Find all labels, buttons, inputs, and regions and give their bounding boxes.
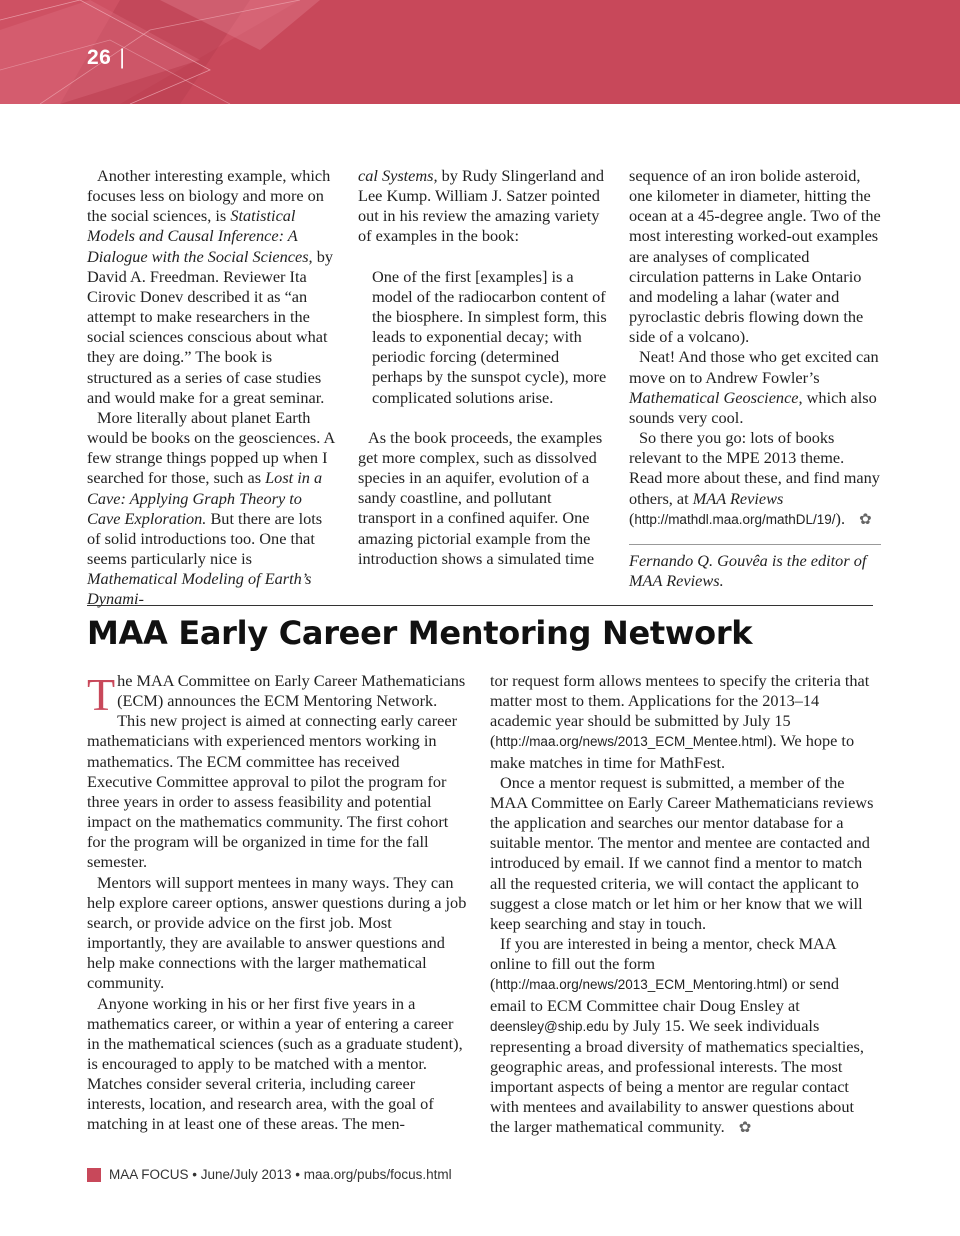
italic-text: Mathematical Modeling of Earth’s Dynami- [87,569,312,609]
article1-paragraph: More literally about planet Earth would be books on the geosciences. A few strange things popped up when I searched for those, such as Lost in a Cave: Applying Graph Theory to Cave Exploration. But there are lots of solid introductions too. One that seems particularly nice is Mathematical Modeling of Earth’s Dynami- [87,407,335,609]
article2-paragraph: Mentors will support mentees in many ways. They can help explore career options, answer questions during a job search, or provide advice on the first job. Most importantly, they are available to answer questions and help make connections with the larger mathematical community. [87,872,467,993]
article1-column-1 [87,166,337,609]
drop-cap: T [87,669,116,720]
footer-text: MAA FOCUS • June/July 2013 • maa.org/pubs/focus.html [109,1167,452,1182]
italic-text: cal Systems, [358,166,438,185]
banner-geometric-pattern [0,0,960,104]
url-link[interactable]: deensley@ship.edu [490,1018,609,1034]
italic-text: MAA Reviews [692,488,784,508]
block-quote: One of the first [examples] is a model of the radiocarbon content of the biosphere. In simplest form, this leads to exponential decay; with periodic forcing (determined perhaps by the sunspot cycle), more complicated solutions arise. [372,266,607,407]
article2-column-right [490,671,874,1139]
article1-paragraph: Neat! And those who get excited can move on to Andrew Fowler’s Mathematical Geoscience, which also sounds very cool. [629,347,879,427]
section-divider [87,605,873,606]
article2-paragraph: Anyone working in his or her first five years in a mathematics career, or within a year of entering a career in the mathematical sciences (such as a graduate student), is encouraged to apply to be matched with a mentor. Matches consider several criteria, including career interests, location, and research area, with the goal of matching in at least one of these areas. The men- [87,993,463,1134]
signature-divider [629,544,881,545]
article2-column-left [87,671,467,1135]
article2-paragraph: If you are interested in being a mentor, check MAA online to fill out the form (http://maa.org/news/2013_ECM_Mentoring.html) or send email to ECM Committee chair Doug Ensley at deensley@ship.edu by July 15. We seek individuals representing a broad diversity of mathematics specialties, geographic areas, and professional interests. The most important aspects of being a mentor are regular contact with mentees and availability to answer questions about the larger mathematical community. [490,934,864,1137]
article-title: MAA Early Career Mentoring Network [87,614,753,652]
page-number-value: 26 [87,46,112,69]
article1-paragraph: So there you go: lots of books relevant to the MPE 2013 theme. Read more about these, and find many others, at MAA Reviews (http://mathdl.maa.org/mathDL/19/). [629,428,880,528]
article1-column-2 [358,166,610,569]
author-bio: Fernando Q. Gouvêa is the editor of MAA Reviews. [629,550,867,590]
article1-paragraph: sequence of an iron bolide asteroid, one kilometer in diameter, hitting the ocean at a 45-degree angle. Two of the most interesting worked-out examples are analyses of complicated circulation patterns in Lake Ontario and modeling a lahar (water and pyroclastic debris flowing down the side of a volcano). [629,166,881,347]
italic-text: Lost in a Cave: Applying Graph Theory to Cave Exploration. [87,468,323,528]
page-number [87,46,125,70]
article1-paragraph: As the book proceeds, the examples get more complex, such as dissolved species in an aquifer, evolution of a sandy coastline, and pollutant transport in a confined aquifer. One amazing pictorial example from the introduction shows a simulated time [358,427,603,568]
footer-square-icon [87,1168,101,1182]
article1-paragraph: Another interesting example, which focuses less on biology and more on the social sciences, is Statistical Models and Causal Inference: A Dialogue with the Social Sciences, by David A. Freedman. Reviewer Ita Cirovic Donev described it as “an attempt to make researchers in the social sciences conscious about what they are doing.” The book is structured as a series of case studies and would make for a great seminar. [87,166,333,407]
italic-text: Mathematical Geoscience, [629,387,803,407]
end-mark-icon: ✿ [738,1120,752,1137]
header-banner [0,0,960,104]
end-mark-icon: ✿ [859,511,872,528]
article1-paragraph: cal Systems, by Rudy Slingerland and Lee Kump. William J. Satzer pointed out in his review the amazing variety of examples in the book: [358,166,604,246]
url-link[interactable]: http://maa.org/news/2013_ECM_Mentoring.html [495,977,783,993]
url-link[interactable]: http://mathdl.maa.org/mathDL/19/ [634,511,836,527]
page-footer [87,1167,452,1182]
article2-paragraph: he MAA Committee on Early Career Mathematicians (ECM) announces the ECM Mentoring Network. This new project is aimed at connecting early career mathematicians with experienced mentors working in mathematics. The ECM committee has received Executive Committee approval to pilot the program for three years in order to assess feasibility and potential impact on the mathematics community. The first cohort for the program will be organized in time for the fall semester. [87,671,466,872]
url-link[interactable]: http://maa.org/news/2013_ECM_Mentee.html [495,734,768,750]
article2-paragraph: tor request form allows mentees to specify the criteria that matter most to them. Applications for the 2013–14 academic year should be submitted by July 15 (http://maa.org/news/2013_ECM_Mentee.html). We hope to make matches in time for MathFest. [490,671,870,772]
page-number-separator: | [119,46,126,69]
italic-text: Statistical Models and Causal Inference: A Dialogue with the Social Sciences, [87,206,313,266]
article1-column-3 [629,166,881,591]
article2-paragraph: Once a mentor request is submitted, a member of the MAA Committee on Early Career Mathematicians reviews the application and searches our mentor database for a suitable mentor. The mentor and mentee are contacted and introduced by email. If we cannot find a mentor to match all the requested criteria, we will contact the applicant to suggest a close match or let him or her know that we will keep searching and stay in touch. [490,772,874,933]
